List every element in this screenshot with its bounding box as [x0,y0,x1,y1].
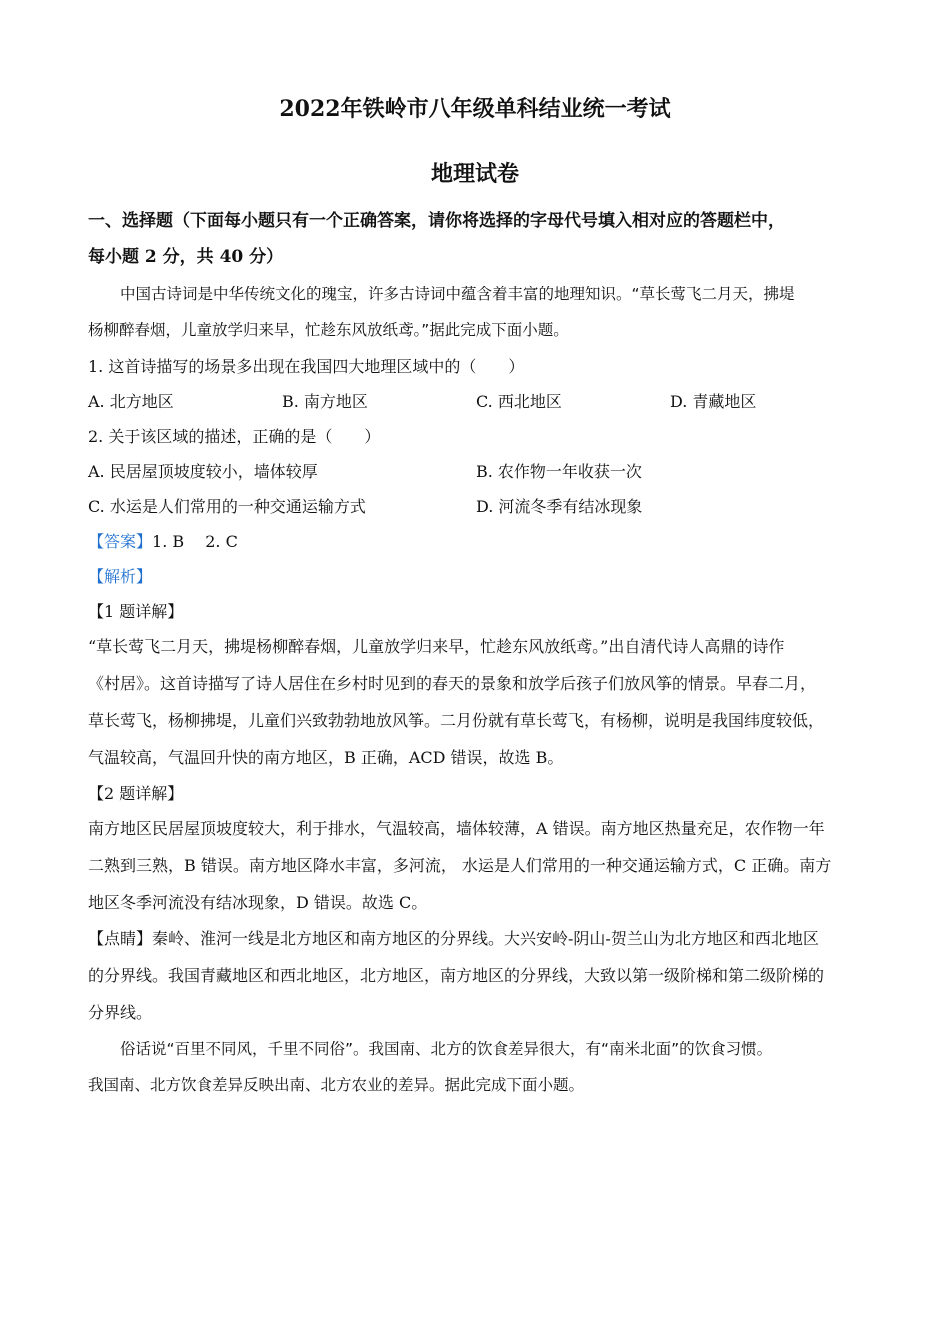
exam-main-title: 2022年铁岭市八年级单科结业统一考试 [279,96,671,122]
detail1-line3: 草长莺飞，杨柳拂堤，儿童们兴致勃勃地放风筝。二月份就有草长莺飞，有杨柳，说明是我国纬度较低， [88,711,825,730]
answer-text: 1. B 2. C [152,532,238,551]
passage2-line2: 我国南、北方饮食差异反映出南、北方农业的差异。据此完成下面小题。 [88,1076,585,1094]
analysis-tag: 【解析】 [88,567,153,586]
dianjing-line1 [88,929,819,949]
detail1-line2: 《村居》。这首诗描写了诗人居住在乡村时见到的春天的景象和放学后孩子们放风筝的情景。早春二月， [88,674,817,693]
detail2-line3: 地区冬季河流没有结冰现象，D 错误。故选 C。 [88,893,428,912]
q1-option-a: A. 北方地区 [88,392,174,411]
detail2-tag: 【2 题详解】 [88,784,184,803]
q2-option-c: C. 水运是人们常用的一种交通运输方式 [88,497,366,516]
exam-subject-title: 地理试卷 [430,161,519,187]
q2-option-a: A. 民居屋顶坡度较小，墙体较厚 [88,462,318,481]
q1-option-b: B. 南方地区 [282,392,368,411]
detail1-tag: 【1 题详解】 [88,602,184,621]
detail1-line4: 气温较高，气温回升快的南方地区，B 正确，ACD 错误，故选 B。 [88,748,564,767]
q2-stem: 2. 关于该区域的描述，正确的是（ ） [88,427,381,446]
detail1-line1: “草长莺飞二月天，拂堤杨柳醉春烟，儿童放学归来早，忙趁东风放纸鸢。”出自清代诗人高鼎的诗作 [88,637,785,656]
detail2-line2: 二熟到三熟，B 错误。南方地区降水丰富，多河流， 水运是人们常用的一种交通运输方式，C 正确。南方 [88,856,832,875]
answer-line [88,532,238,552]
dianjing-line3: 分界线。 [88,1003,153,1022]
passage1-line2: 杨柳醉春烟，儿童放学归来早，忙趁东风放纸鸢。”据此完成下面小题。 [88,321,569,339]
passage2-line1: 俗话说“百里不同风，千里不同俗”。我国南、北方的饮食差异很大，有“南米北面”的饮食习惯。 [120,1040,773,1058]
q2-option-b: B. 农作物一年收获一次 [476,462,642,481]
section-heading-line2: 每小题 2 分，共 40 分） [88,247,284,267]
dianjing-line2: 的分界线。我国青藏地区和西北地区，北方地区，南方地区的分界线，大致以第一级阶梯和第二级阶梯的 [88,966,825,985]
q1-option-c: C. 西北地区 [476,392,562,411]
detail2-line1: 南方地区民居屋顶坡度较大，利于排水，气温较高，墙体较薄，A 错误。南方地区热量充足，农作物一年 [88,819,825,838]
dianjing-text1: 秦岭、淮河一线是北方地区和南方地区的分界线。大兴安岭-阴山-贺兰山为北方地区和西北地区 [152,929,819,948]
q1-option-d: D. 青藏地区 [670,392,757,411]
passage1-line1: 中国古诗词是中华传统文化的瑰宝，许多古诗词中蕴含着丰富的地理知识。“草长莺飞二月天，拂堤 [120,285,795,303]
answer-tag: 【答案】 [88,532,153,551]
section-heading-line1: 一、选择题（下面每小题只有一个正确答案，请你将选择的字母代号填入相对应的答题栏中， [88,211,785,231]
q1-stem: 1. 这首诗描写的场景多出现在我国四大地理区域中的（ ） [88,357,525,376]
q2-option-d: D. 河流冬季有结冰现象 [476,497,643,516]
dianjing-tag: 【点睛】 [88,929,153,948]
